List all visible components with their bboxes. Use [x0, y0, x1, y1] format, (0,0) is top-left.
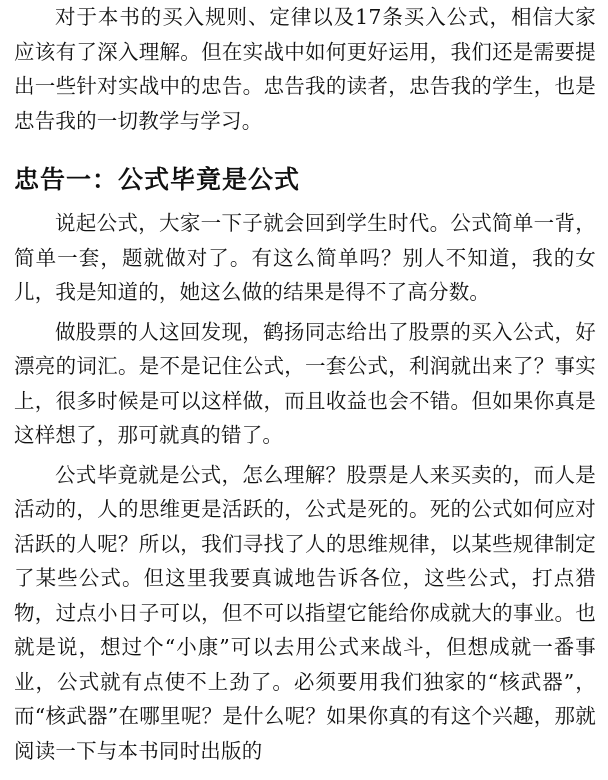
- section-heading: 忠告一：公式毕竟是公式: [14, 165, 301, 194]
- body-paragraph-3: 公式毕竟就是公式，怎么理解？股票是人来买卖的，而人是活动的，人的思维更是活跃的，公式是死的。死的公式如何应对活跃的人呢？所以，我们寻找了人的思维规律，以某些规律制定了某些公式。但这里我要真诚地告诉各位，这些公式，打点猎物，过点小日子可以，但不可以指望它能给你成就大的事业。也就是说，想过个“小康”可以去用公式来战斗，但想成就一番事业，公式就有点使不上劲了。必须要用我们独家的“核武器”，而“核武器”在哪里呢？是什么呢？如果你真的有这个兴趣，那就阅读一下与本书同时出版的: [14, 462, 596, 763]
- body-paragraph-2: 做股票的人这回发现，鹤扬同志给出了股票的买入公式，好漂亮的词汇。是不是记住公式，一套公式，利润就出来了？事实上，很多时候是可以这样做，而且收益也会不错。但如果你真是这样想了，那可就真的错了。: [14, 319, 596, 447]
- body-paragraph-1: 说起公式，大家一下子就会回到学生时代。公式简单一背，简单一套，题就做对了。有这么简单吗？别人不知道，我的女儿，我是知道的，她这么做的结果是得不了高分数。: [14, 211, 596, 304]
- intro-paragraph: 对于本书的买入规则、定律以及17条买入公式，相信大家应该有了深入理解。但在实战中如何更好运用，我们还是需要提出一些针对实战中的忠告。忠告我的读者，忠告我的学生，也是忠告我的一切教学与学习。: [14, 5, 596, 133]
